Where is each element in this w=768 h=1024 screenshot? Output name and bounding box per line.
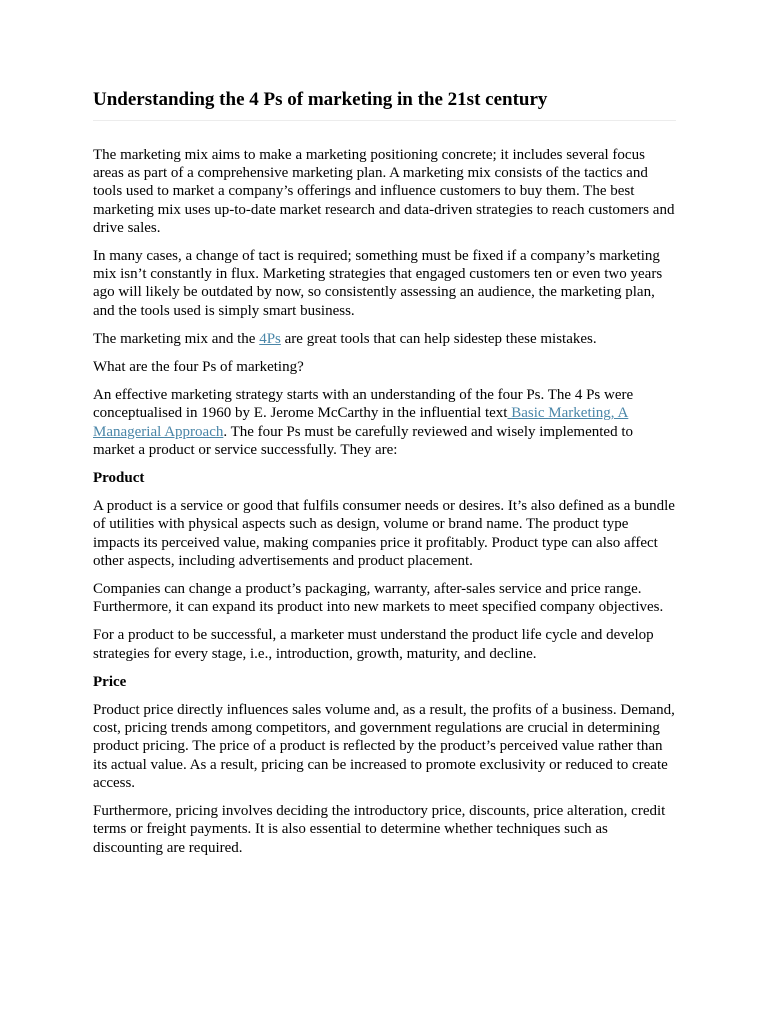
paragraph-price-2: Furthermore, pricing involves deciding the introductory price, discounts, price alteration, credit terms or freight payments. It is also essential to determine whether techniques such as discounting are required. xyxy=(93,803,666,856)
paragraph-question: What are the four Ps of marketing? xyxy=(93,359,304,376)
page-title: Understanding the 4 Ps of marketing in the 21st century xyxy=(93,89,548,110)
article-body xyxy=(93,146,676,857)
paragraph-price-1: Product price directly influences sales volume and, as a result, the profits of a business. Demand, cost, pricing trends among competitors, and government regulations are crucial in determining product pricing. The price of a product is reflected by the product’s perceived value rather than its actual value. As a result, pricing can be increased to promote exclusivity or reduced to create access. xyxy=(93,702,675,791)
paragraph-intro-3-text-before: The marketing mix and the xyxy=(93,330,260,347)
paragraph-intro-3 xyxy=(93,330,676,348)
paragraph-product-3: For a product to be successful, a marketer must understand the product life cycle and develop strategies for every stage, i.e., introduction, growth, maturity, and decline. xyxy=(93,627,654,662)
paragraph-intro-4 xyxy=(93,386,676,459)
link-4ps[interactable]: 4Ps xyxy=(259,330,281,347)
paragraph-product-2: Companies can change a product’s packaging, warranty, after-sales service and price range. Furthermore, it can expand its product into new markets to meet specified company objectives. xyxy=(93,581,664,616)
link-basic-marketing[interactable]: Basic Marketing, A Managerial Approach xyxy=(93,405,629,440)
title-divider xyxy=(93,120,676,121)
paragraph-intro-4-text-after: . The four Ps must be carefully reviewed and wisely implemented to market a product or service successfully. They are: xyxy=(93,423,633,458)
paragraph-product-1: A product is a service or good that fulfils consumer needs or desires. It’s also defined as a bundle of utilities with physical aspects such as design, volume or brand name. The product type impacts its perceived value, making companies price it profitably. Product type can also affect other aspects, including advertisements and product placement. xyxy=(93,498,675,569)
paragraph-intro-1: The marketing mix aims to make a marketing positioning concrete; it includes several focus areas as part of a comprehensive marketing plan. A marketing mix consists of the tactics and tools used to market a company’s offerings and influence customers to buy them. The best marketing mix uses up-to-date market research and data-driven strategies to reach customers and drive sales. xyxy=(93,147,675,236)
paragraph-intro-2: In many cases, a change of tact is required; something must be fixed if a company’s marketing mix isn’t constantly in flux. Marketing strategies that engaged customers ten or even two years ago will likely be outdated by now, so consistently assessing an audience, the marketing plan, and the tools used is simply smart business. xyxy=(93,248,663,319)
document-page xyxy=(93,0,676,867)
paragraph-intro-4-text-before: An effective marketing strategy starts with an understanding of the four Ps. The 4 Ps were conceptualised in 1960 by E. Jerome McCarthy in the influential text xyxy=(93,387,634,422)
heading-price: Price xyxy=(93,673,127,690)
paragraph-intro-3-text-after: are great tools that can help sidestep these mistakes. xyxy=(280,330,597,347)
heading-product: Product xyxy=(93,470,145,487)
